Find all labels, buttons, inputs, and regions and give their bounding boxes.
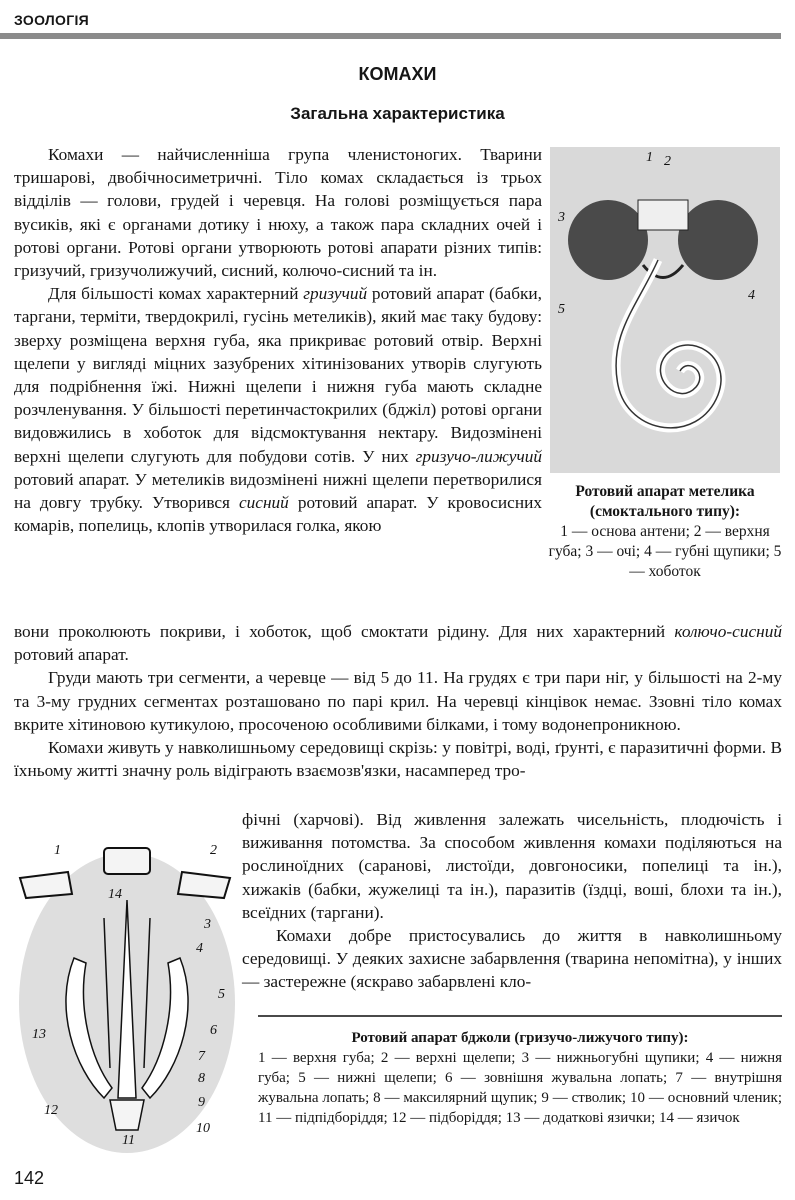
fig1-label-2: 2	[664, 154, 671, 169]
left-compound-eye	[568, 200, 648, 280]
fig2-label-13: 13	[32, 1027, 46, 1042]
fig2-label-7: 7	[198, 1049, 205, 1064]
figure2-caption-title: Ротовий апарат бджоли (гризучо-лижучого типу):	[351, 1030, 689, 1046]
figure2-caption	[258, 1028, 782, 1128]
fig2-label-4: 4	[196, 941, 203, 956]
figure2-caption-rule	[258, 1015, 782, 1017]
fig2-label-11: 11	[122, 1133, 135, 1148]
fig2-label-3: 3	[204, 917, 211, 932]
upper-lip-shape	[104, 848, 150, 874]
fig1-label-5: 5	[558, 302, 565, 317]
figure1-caption-title: Ротовий апарат метелика (смоктального типу):	[575, 483, 755, 520]
page-number: 142	[14, 1168, 45, 1188]
section-subtitle: Загальна характеристика	[290, 104, 505, 123]
figure1-caption	[548, 482, 782, 582]
fig2-label-12: 12	[44, 1103, 58, 1118]
bee-mouthparts-figure	[14, 838, 240, 1158]
right-compound-eye	[678, 200, 758, 280]
fig2-label-2: 2	[210, 843, 217, 858]
figure2-caption-text: 1 — верхня губа; 2 — верхні щелепи; 3 — нижньогубні щупики; 4 — нижня губа; 5 — нижні щелепи; 6 — зовнішня жувальна лопать; 7 — внутрішня жувальна лопать; 8 — максилярний щупик; 9 — стволик; 10 — основний членик; 11 — підпідборіддя; 12 — підборіддя; 13 — додаткові язички; 14 — язичок	[258, 1050, 782, 1126]
paragraph-2: Для більшості комах характерний гризучий ротовий апарат (бабки, таргани, терміти, твердокрилі, гусінь метеликів), який має таку будову: зверху розміщена верхня губа, яка прикриває ротовий отвір. Верхні щелепи у вигляді міцних зазубрених хітинізованих утворів слугують для подрібнення їжі. Нижні щелепи і нижня губа мають складне розчленування. У більшості перетинчастокрилих (бджіл) ротові органи видовжились в хоботок для відсмоктування нектару. Видозмінені верхні щелепи слугують для побудови сотів. У них гризучо-лижучий ротовий апарат. У метеликів видозмінені нижні щелепи перетворилися на довгу трубку. Утворився сисний ротовий апарат. У кровосисних комарів, попелиць, клопів утворилася голка, якою	[14, 284, 542, 536]
fig2-label-9: 9	[198, 1095, 205, 1110]
left-mandible-shape	[20, 872, 72, 898]
header-rule	[0, 33, 781, 39]
fig2-label-5: 5	[218, 987, 225, 1002]
fig2-label-1: 1	[54, 843, 61, 858]
paragraph-1: Комахи — найчисленніша група членистоногих. Тварини тришарові, двобічносиметричні. Тіло комах складається із трьох відділів — голови, грудей і черевця. На голові розміщується пара вусиків, які є органами дотику і нюху, а також пара складних очей і ротові органи. Ротові органи утворюють ротові апарати різних типів: гризучий, гризучолижучий, сисний, колючо-сисний та ін.	[14, 145, 542, 281]
paragraph-4-continued: фічні (харчові). Від живлення залежать чисельність, плодючість і виживання потомства. За способом живлення комахи поділяються на рослиноїдних (саранові, листоїди, довгоносики, попелиці та ін.), хижаків (бабки, жужелиці та ін.), паразитів (їздці, воші, блохи та ін.), всеїдних (таргани).	[242, 810, 782, 922]
right-mandible-shape	[178, 872, 230, 898]
fig2-label-14: 14	[108, 887, 122, 902]
fig2-label-10: 10	[196, 1121, 210, 1136]
body-column-top	[14, 143, 542, 537]
body-full-width	[14, 620, 782, 782]
butterfly-mouthparts-figure	[548, 145, 782, 477]
fig2-label-6: 6	[210, 1023, 217, 1038]
body-column-bottom	[242, 808, 782, 994]
page-title: КОМАХИ	[358, 64, 437, 84]
paragraph-5: Комахи добре пристосувались до життя в навколишньому середовищі. У деяких захисне забарвлення (тварина непомітна), у інших — застережне (яскраво забарвлені кло-	[242, 926, 782, 992]
figure1-caption-text: 1 — основа антени; 2 — верхня губа; 3 — очі; 4 — губні щупики; 5 — хоботок	[548, 523, 782, 580]
fig1-label-1: 1	[646, 150, 653, 165]
paragraph-3: Груди мають три сегменти, а черевце — від 5 до 11. На грудях є три пари ніг, у більшості на 2-му та 3-му грудних сегментах розташовано по парі крил. На черевці кінцівок немає. Ззовні тіло комах вкрите хітиновою кутикулою, просоченою особливими білками, і тому водонепроникною.	[14, 668, 782, 734]
paragraph-4: Комахи живуть у навколишньому середовищі скрізь: у повітрі, воді, ґрунті, є паразитичні форми. В їхньому житті значну роль відіграють взаємозв'язки, насамперед тро-	[14, 738, 782, 781]
labrum-shape	[638, 200, 688, 230]
submentum-shape	[110, 1100, 144, 1130]
fig1-label-3: 3	[558, 210, 565, 225]
section-header: ЗООЛОГІЯ	[14, 12, 90, 28]
fig1-label-4: 4	[748, 288, 755, 303]
paragraph-2-continued: вони проколюють покриви, і хоботок, щоб смоктати рідину. Для них характерний колючо-сисний ротовий апарат.	[14, 622, 782, 665]
fig2-label-8: 8	[198, 1071, 205, 1086]
